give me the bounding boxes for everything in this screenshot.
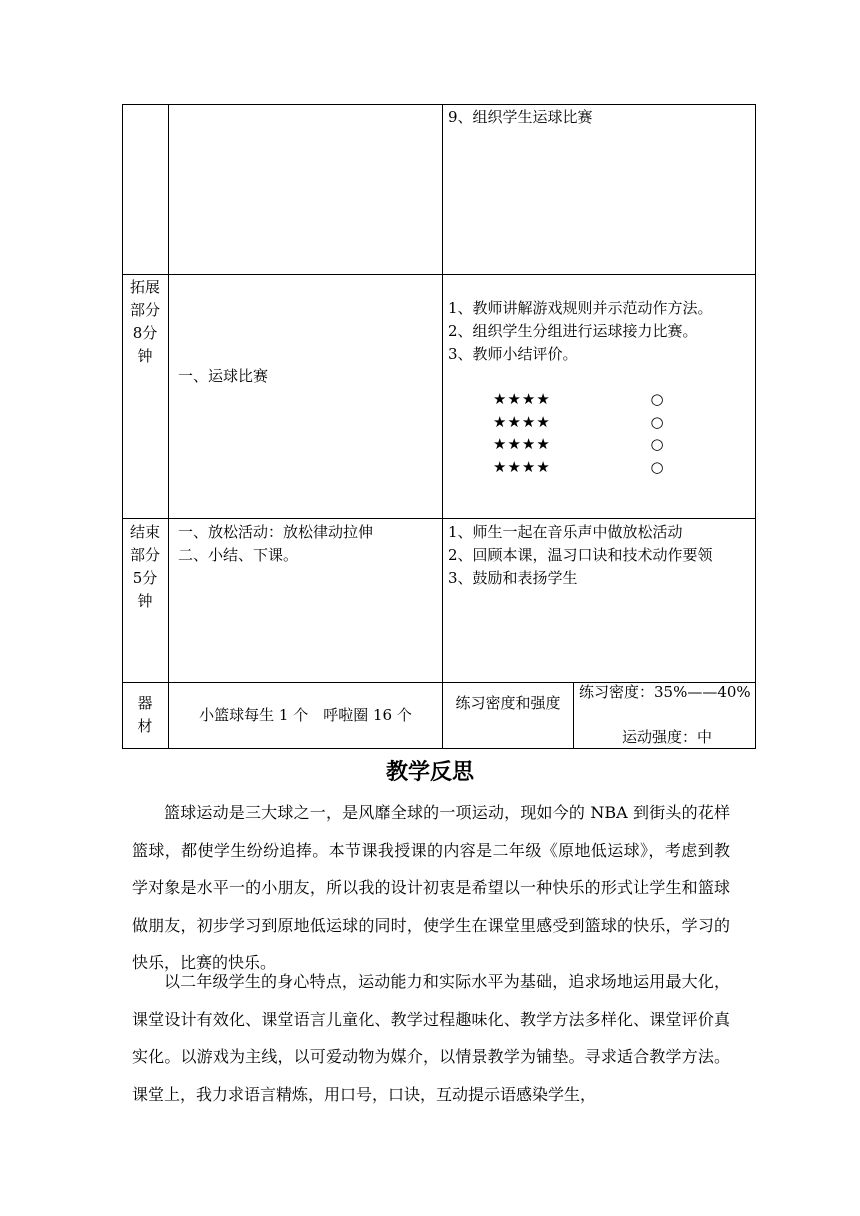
content-line-2: 二、小结、下课。 — [178, 546, 299, 564]
part-label-extension: 拓展部分8分钟 — [129, 278, 160, 365]
circle-marker: ○ — [650, 457, 664, 476]
paragraph-text: 篮球运动是三大球之一，是风靡全球的一项运动，现如今的 NBA 到街头的花样篮球，都使学生纷纷追捧。本节课我授课的内容是二年级《原地低运球》，考虑到教学对象是水平一的小朋友，所以我的设计初衷是希望以一种快乐的形式让学生和篮球做朋友，初步学习到原地低运球的同时，使学生在课堂里感受到篮球的快乐，学习的快乐，比赛的快乐。 — [132, 803, 730, 972]
method-cell-extension — [448, 297, 758, 366]
paragraph-text: 以二年级学生的身心特点，运动能力和实际水平为基础，追求场地运用最大化，课堂设计有效化、课堂语言儿童化、教学过程趣味化、教学方法多样化、课堂评价真实化。以游戏为主线，以可爱动物为媒介，以情景教学为铺垫。寻求适合教学方法。课堂上，我力求语言精炼，用口号，口诀，互动提示语感染学生， — [132, 972, 730, 1104]
method-line-3: 3、鼓励和表扬学生 — [448, 569, 578, 587]
content-line-1: 一、放松活动：放松律动拉伸 — [178, 523, 374, 541]
content-cell-extension: 一、运球比赛 — [178, 367, 269, 385]
method-line-3: 3、教师小结评价。 — [448, 345, 578, 363]
circle-marker: ○ — [650, 435, 664, 453]
circle-marker: ○ — [650, 412, 664, 431]
circle-marker: ○ — [650, 390, 664, 408]
formation-stars — [493, 388, 573, 478]
star-row: ★★★★ — [493, 390, 551, 408]
reflection-paragraph-1 — [132, 794, 730, 982]
equipment-value: 小篮球每生 1 个 呼啦圈 16 个 — [199, 706, 412, 724]
method-cell-row1 — [448, 106, 748, 129]
density-label: 练习密度和强度 — [455, 694, 561, 712]
star-row: ★★★★ — [493, 412, 551, 431]
method-line-1: 1、师生一起在音乐声中做放松活动 — [448, 523, 683, 541]
method-line: 9、组织学生运球比赛 — [448, 108, 593, 126]
part-label-closing: 结束部分5分钟 — [129, 523, 160, 610]
method-line-1: 1、教师讲解游戏规则并示范动作方法。 — [448, 299, 713, 317]
formation-circles — [647, 388, 667, 478]
star-row: ★★★★ — [493, 457, 551, 476]
reflection-title: 教学反思 — [385, 759, 474, 785]
equipment-label: 器材 — [137, 694, 153, 735]
method-cell-closing — [448, 521, 758, 590]
method-line-2: 2、回顾本课，温习口诀和技术动作要领 — [448, 546, 713, 564]
reflection-paragraph-2 — [132, 963, 730, 1113]
content-cell-closing — [178, 521, 438, 567]
lesson-plan-table — [122, 104, 756, 749]
density-value: 练习密度：35%——40% — [579, 683, 751, 701]
star-row: ★★★★ — [493, 435, 551, 453]
intensity-value: 运动强度：中 — [622, 728, 713, 746]
method-line-2: 2、组织学生分组进行运球接力比赛。 — [448, 322, 698, 340]
